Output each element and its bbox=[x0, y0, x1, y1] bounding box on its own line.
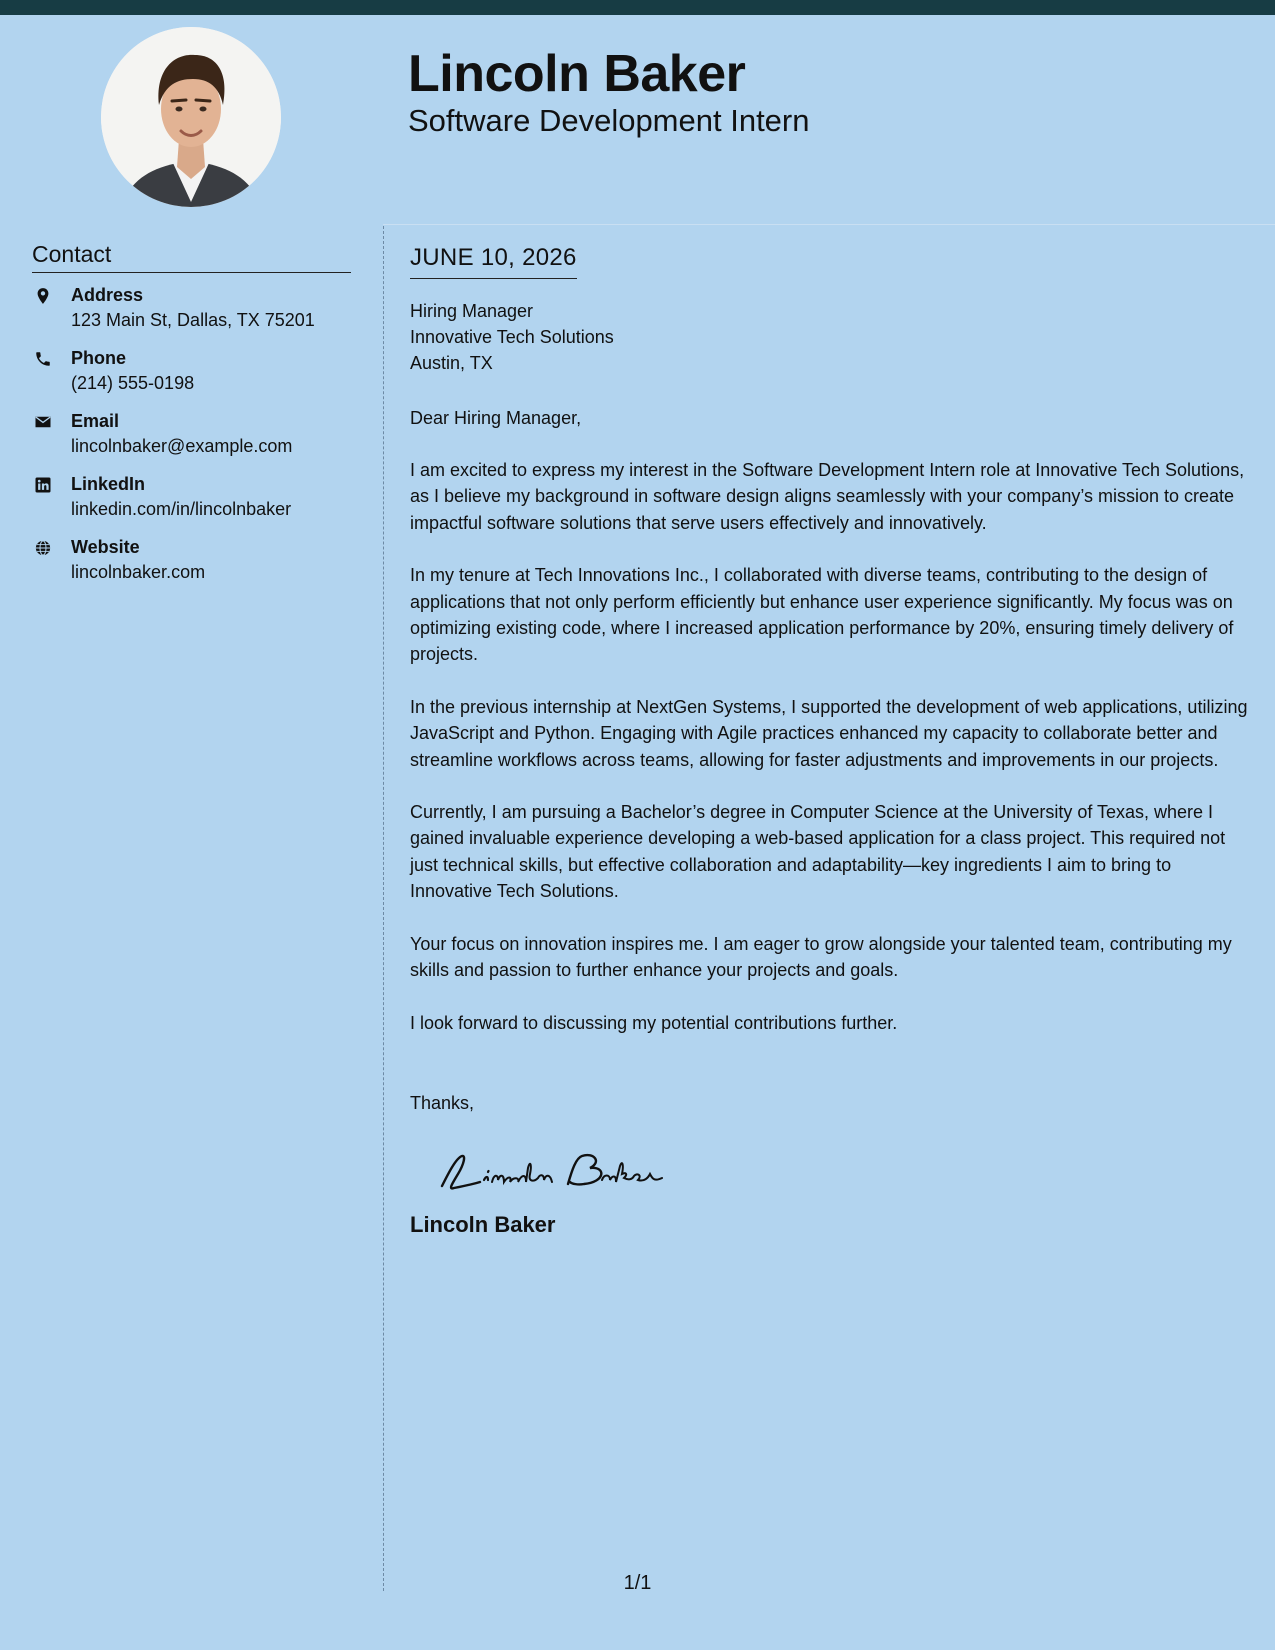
contact-heading: Contact bbox=[32, 241, 351, 273]
recipient-name: Hiring Manager bbox=[410, 301, 534, 321]
candidate-name: Lincoln Baker bbox=[408, 45, 746, 103]
closing: Thanks, bbox=[410, 1092, 475, 1113]
contact-label: Website bbox=[71, 537, 140, 557]
location-pin-icon bbox=[34, 287, 52, 305]
contact-value: lincolnbaker.com bbox=[71, 562, 206, 582]
top-bar bbox=[0, 0, 1275, 15]
avatar bbox=[101, 27, 281, 207]
paragraph: Your focus on innovation inspires me. I am eager to grow alongside your talented team, contributing my skills and passion to further enhance your projects and goals. bbox=[410, 933, 1232, 981]
contact-label: Email bbox=[71, 411, 120, 431]
contact-address bbox=[32, 285, 362, 348]
letter-date: JUNE 10, 2026 bbox=[410, 244, 577, 279]
signature-image bbox=[434, 1144, 674, 1200]
contact-label: Address bbox=[71, 285, 144, 305]
phone-icon bbox=[34, 350, 52, 368]
globe-icon bbox=[34, 539, 52, 557]
signature bbox=[434, 1144, 1250, 1200]
paragraph: I am excited to express my interest in the Software Development Intern role at Innovative Tech Solutions, as I believe my background in software design aligns seamlessly with your company’s mission to create impactful software solutions that serve users effectively and innovatively. bbox=[410, 460, 1245, 533]
contact-email bbox=[32, 411, 362, 474]
contact-list bbox=[32, 285, 362, 600]
paragraph: I look forward to discussing my potential contributions further. bbox=[410, 1012, 898, 1033]
paragraph: Currently, I am pursuing a Bachelor’s degree in Computer Science at the University of Texas, where I gained invaluable experience developing a web-based application for a class project. This required not just technical skills, but effective collaboration and adaptability—key ingredients I aim to bring to Innovative Tech Solutions. bbox=[410, 802, 1226, 902]
contact-linkedin bbox=[32, 474, 362, 537]
contact-value: linkedin.com/in/lincolnbaker bbox=[71, 499, 292, 519]
paragraph: In my tenure at Tech Innovations Inc., I collaborated with diverse teams, contributing to the design of applications that not only perform efficiently but enhance user experience significantly. My focus was on optimizing existing code, where I increased application performance by 20%, ensuring timely delivery of projects. bbox=[410, 565, 1234, 665]
letter-body bbox=[410, 244, 1250, 1238]
contact-label: Phone bbox=[71, 348, 127, 368]
page-number: 1/1 bbox=[623, 1572, 652, 1594]
contact-label: LinkedIn bbox=[71, 474, 146, 494]
profile-photo bbox=[101, 27, 281, 207]
email-icon bbox=[34, 413, 52, 431]
signer-name: Lincoln Baker bbox=[410, 1211, 556, 1237]
recipient-location: Austin, TX bbox=[410, 353, 493, 373]
column-divider bbox=[383, 226, 384, 1591]
contact-phone bbox=[32, 348, 362, 411]
linkedin-icon bbox=[34, 476, 52, 494]
paragraph: In the previous internship at NextGen Systems, I supported the development of web applications, utilizing JavaScript and Python. Engaging with Agile practices enhanced my capacity to collaborate better and streamline workflows across teams, allowing for faster adjustments and improvements in our projects. bbox=[410, 696, 1248, 770]
header-rule bbox=[383, 224, 1275, 225]
contact-value: lincolnbaker@example.com bbox=[71, 436, 293, 456]
contact-value: (214) 555-0198 bbox=[71, 373, 195, 393]
salutation: Dear Hiring Manager, bbox=[410, 408, 582, 428]
contact-website bbox=[32, 537, 362, 600]
contact-value: 123 Main St, Dallas, TX 75201 bbox=[71, 310, 315, 330]
candidate-role: Software Development Intern bbox=[408, 103, 810, 138]
recipient-company: Innovative Tech Solutions bbox=[410, 327, 614, 347]
recipient-block bbox=[410, 298, 1250, 376]
